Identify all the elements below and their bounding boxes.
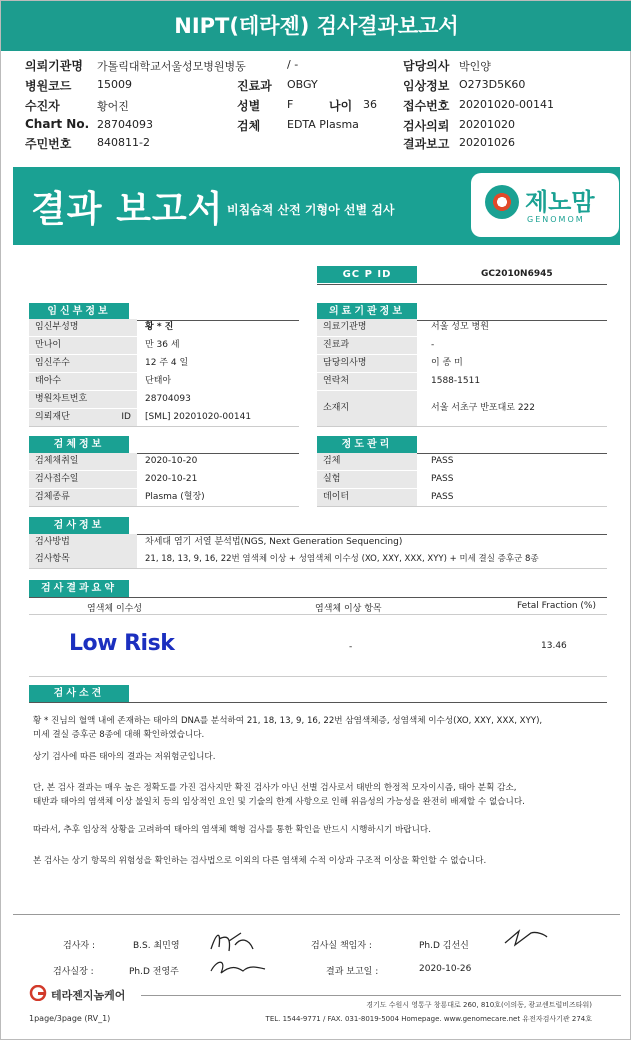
section-findings: 검사소견	[29, 685, 129, 702]
finding-paragraph	[33, 714, 613, 742]
genomom-logo-icon	[485, 185, 519, 219]
specimen-value: EDTA Plasma	[287, 118, 359, 131]
qc-value: PASS	[431, 492, 454, 502]
request-value: 20201020	[459, 118, 515, 131]
institution-label: 소재지	[317, 391, 417, 426]
result-abnormal-item: -	[349, 642, 353, 652]
findings-line	[29, 702, 607, 703]
institution-value: 서울 성모 병원	[431, 322, 489, 332]
pregnant-label: 병원차트번호	[29, 391, 137, 408]
institution-value: 이 종 미	[431, 358, 463, 368]
test-label: 검사항목	[29, 551, 137, 568]
summary-line	[29, 597, 607, 598]
report-date-label: 결과 보고일 :	[326, 967, 379, 977]
ward-value: / -	[287, 58, 299, 71]
qc-label: 검체	[317, 453, 417, 470]
page-number: 1page/3page (RV_1)	[29, 1014, 111, 1023]
pregnant-value: 12 주 4 일	[145, 358, 189, 368]
finding-line: 미세 결실 증후군 8종에 대해 확인하였습니다.	[33, 730, 205, 740]
tester-value: B.S. 최민영	[133, 941, 180, 951]
finding-line: 황 * 진님의 혈액 내에 존재하는 태아의 DNA를 분석하여 21, 18, 13, 9, 16, 22번 삼염색체증, 성염색체 이수성(XO, XXY, XXX, XYY),	[33, 716, 543, 726]
hospcode-value: 15009	[97, 78, 132, 91]
request-label: 검사의뢰	[403, 119, 450, 133]
rrn-label: 주민번호	[25, 137, 72, 151]
specimen-value: 2020-10-20	[145, 456, 198, 466]
tester-signature	[207, 927, 257, 957]
finding-paragraph: 상기 검사에 따른 태아의 결과는 저위험군입니다.	[33, 752, 216, 762]
specimen-label: 검체종류	[29, 489, 137, 506]
institution-label: 진료과	[317, 337, 417, 354]
gcpid-label: GC P ID	[317, 266, 417, 283]
terragen-logo-icon	[29, 985, 49, 1001]
pregnant-label: 임신주수	[29, 355, 137, 372]
dept-label: 진료과	[237, 79, 272, 93]
pregnant-value: [SML] 20201020-00141	[145, 412, 252, 422]
patient-label: 수진자	[25, 99, 60, 113]
lab-head-value: Ph.D 김선신	[419, 941, 469, 951]
lab-chief-value: Ph.D 전영주	[129, 967, 179, 977]
chart-label: Chart No.	[25, 117, 90, 131]
institution-label: 담당의사명	[317, 355, 417, 372]
section-institution: 의료기관정보	[317, 303, 417, 320]
lab-chief-signature	[207, 955, 267, 979]
specimen-value: 2020-10-21	[145, 474, 198, 484]
finding-line: 단, 본 검사 결과는 매우 높은 정확도를 가진 검사지만 확진 검사가 아닌 선별 검사로서 태반의 한정적 모자이시즘, 태아 분획 감소,	[33, 783, 517, 793]
result-low-risk: Low Risk	[69, 631, 175, 656]
footer-company: 테라젠지놈케어	[51, 989, 126, 1002]
pregnant-label: 만나이	[29, 337, 137, 354]
finding-line: 태반과 태아의 염색체 이상 불일치 등의 임상적인 요인 및 기술의 한계 사항으로 인해 위음성의 가능성을 완전히 배제할 수 없습니다.	[33, 797, 525, 807]
gcpid-line	[317, 284, 607, 285]
logo-sub: GENOMOM	[527, 215, 585, 224]
finding-paragraph	[33, 781, 613, 809]
pregnant-bottom-line	[29, 426, 299, 427]
sex-label: 성별	[237, 99, 261, 113]
pregnant-value: 28704093	[145, 394, 191, 404]
footer-line	[141, 995, 621, 996]
banner-subtitle: 비침습적 산전 기형아 선별 검사	[227, 203, 395, 217]
report-value: 20201026	[459, 136, 515, 149]
dept-value: OBGY	[287, 78, 318, 91]
pregnant-label: 의뢰재단 ID	[29, 409, 137, 426]
lab-head-label: 검사실 책임자 :	[311, 941, 372, 951]
section-test: 검사정보	[29, 517, 129, 534]
banner-title: 결과 보고서	[31, 189, 224, 230]
institution-label: 의료기관명	[317, 319, 417, 336]
specimen-bottom-line	[29, 506, 299, 507]
tester-label: 검사자 :	[63, 941, 95, 951]
specimen-value: Plasma (혈장)	[145, 492, 205, 502]
institution-value: -	[431, 340, 435, 350]
footer-contact: TEL. 1544-9771 / FAX. 031-8019-5004 Homepage. www.genomecare.net 유전자검사기관 274호	[265, 1015, 592, 1023]
summary-bottom-line	[29, 676, 607, 677]
summary-col-abnormal-items: 염색체 이상 항목	[315, 604, 382, 614]
pregnant-label: 태아수	[29, 373, 137, 390]
section-pregnant: 임신부정보	[29, 303, 129, 320]
institution-label: 연락처	[317, 373, 417, 390]
gcpid-value: GC2010N6945	[481, 269, 553, 279]
signature-separator	[13, 914, 620, 915]
genomom-logo	[471, 173, 619, 237]
age-label: 나이	[329, 99, 353, 113]
section-summary: 검사결과요약	[29, 580, 129, 597]
finding-paragraph: 따라서, 추후 임상적 상황을 고려하여 태아의 염색체 핵형 검사를 통한 확인을 반드시 시행하시기 바랍니다.	[33, 825, 431, 835]
result-fetal-fraction: 13.46	[541, 641, 567, 651]
pregnant-value: 단태아	[145, 376, 172, 386]
test-value: 21, 18, 13, 9, 16, 22번 염색체 이상 + 성염색체 이수성 (XO, XXY, XXX, XYY) + 미세 결실 증후군 8종	[145, 554, 539, 564]
section-specimen: 검체정보	[29, 436, 129, 453]
doctor-value: 박인양	[459, 60, 491, 73]
doctor-label: 담당의사	[403, 59, 450, 73]
hospcode-label: 병원코드	[25, 79, 72, 93]
patient-value: 황어진	[97, 100, 129, 113]
logo-name: 제노맘	[525, 188, 595, 216]
receipt-label: 접수번호	[403, 99, 450, 113]
report-banner	[13, 167, 620, 245]
clinical-value: O273D5K60	[459, 78, 526, 91]
summary-col-fetal-fraction: Fetal Fraction (%)	[517, 601, 596, 611]
institution-label: 의뢰기관명	[25, 59, 83, 73]
sex-value: F	[287, 98, 294, 111]
lab-head-signature	[501, 925, 551, 951]
rrn-value: 840811-2	[97, 136, 150, 149]
qc-bottom-line	[317, 506, 607, 507]
qc-value: PASS	[431, 456, 454, 466]
institution-value: 1588-1511	[431, 376, 481, 386]
clinical-label: 임상정보	[403, 79, 450, 93]
report-date-value: 2020-10-26	[419, 964, 472, 974]
qc-label: 데이터	[317, 489, 417, 506]
receipt-value: 20201020-00141	[459, 98, 554, 111]
institution-bottom-line	[317, 426, 607, 427]
specimen-label: 검사접수일	[29, 471, 137, 488]
test-bottom-line	[29, 568, 607, 569]
age-value: 36	[363, 98, 377, 111]
test-label: 검사방법	[29, 534, 137, 551]
test-value: 차세대 염기 서열 분석법(NGS, Next Generation Sequencing)	[145, 537, 403, 547]
finding-paragraph: 본 검사는 상기 항목의 위험성을 확인하는 검사법으로 이외의 다른 염색체 수적 이상과 구조적 이상을 확인할 수 없습니다.	[33, 856, 487, 866]
pregnant-value: 황 * 진	[145, 322, 174, 332]
summary-header-line	[29, 614, 607, 615]
qc-label: 실험	[317, 471, 417, 488]
report-label: 결과보고	[403, 137, 450, 151]
qc-value: PASS	[431, 474, 454, 484]
specimen-label: 검체	[237, 119, 261, 133]
pregnant-value: 만 36 세	[145, 340, 180, 350]
report-title: NIPT(테라젠) 검사결과보고서	[1, 1, 631, 51]
pregnant-label: 임신부성명	[29, 319, 137, 336]
institution-value: 가톨릭대학교서울성모병원병동	[97, 60, 246, 73]
summary-col-aneuploidy: 염색체 이수성	[87, 604, 143, 614]
chart-value: 28704093	[97, 118, 153, 131]
lab-chief-label: 검사실장 :	[53, 967, 94, 977]
specimen-label: 검체채취일	[29, 453, 137, 470]
institution-value: 서울 서초구 반포대로 222	[431, 403, 536, 413]
footer-address: 경기도 수원시 영통구 창룡대로 260, 810호(이의동, 광교센트럴비즈타워)	[366, 1001, 592, 1009]
section-qc: 정도관리	[317, 436, 417, 453]
